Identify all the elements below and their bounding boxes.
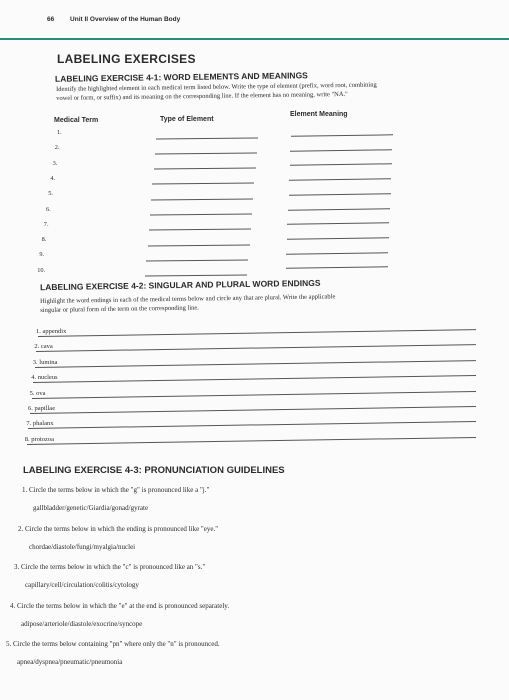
answer-line[interactable] [29,389,476,399]
plural-term [36,328,68,335]
term-choices[interactable]: gallbladder/genetic/Giardia/gonad/gyrate [33,504,149,512]
medical-term: 5. [48,190,53,198]
medical-term: 3. [52,159,58,167]
term-word: papillae [34,405,56,412]
question-text: Circle the terms below in which the "g" is pronounced like a "j." [29,486,210,494]
item-number: 8. [24,435,30,443]
item-number: 1. [36,328,41,335]
question-text: Circle the terms below containing "pn" where only the "n" is pronounced. [13,640,220,648]
term-word: cava [40,343,53,351]
meaning-answer-line[interactable] [286,267,388,269]
instruction-line: singular or plural form of the term on the corresponding line. [40,304,199,314]
plural-term [34,343,54,350]
pronunciation-question [6,640,220,648]
exercise-3-title: LABELING EXERCISE 4-3: PRONUNCIATION GUIDELINES [23,465,285,476]
answer-line[interactable] [24,435,476,445]
item-number: 7. [26,420,32,428]
item-number: 2. [34,343,40,351]
type-answer-line[interactable] [146,259,248,261]
pronunciation-question [18,525,218,533]
meaning-answer-line[interactable] [289,178,391,180]
term-word: protozoa [31,435,55,443]
plural-term [26,420,55,427]
item-number: 1. [22,486,28,494]
term-word: lumina [39,358,58,366]
answer-line[interactable] [30,406,476,414]
item-number: 6. [28,405,33,412]
answer-line[interactable] [28,421,476,429]
item-number: 3. [14,563,20,571]
question-text: Circle the terms below in which the "e" at the end is pronounced separately. [17,601,230,610]
term-word: phalanx [32,420,54,428]
medical-term: 2. [54,144,60,152]
column-header-term: Medical Term [54,117,99,124]
exercise-2-title: LABELING EXERCISE 4-2: SINGULAR AND PLURAL WORD ENDINGS [39,277,321,293]
pronunciation-question [22,486,209,494]
meaning-answer-line[interactable] [289,193,391,195]
exercise-1-title: LABELING EXERCISE 4-1: WORD ELEMENTS AND MEANINGS [54,70,308,84]
plural-term [33,359,60,366]
meaning-answer-line[interactable] [291,134,393,136]
meaning-answer-line[interactable] [287,237,389,239]
term-word: appendix [42,328,67,335]
question-text: Circle the terms below in which the "c" is pronounced like an "s." [21,563,206,571]
plural-term [28,405,57,412]
header-rule [0,38,509,40]
page-number: 66 [47,16,55,23]
item-number: 5. [6,640,12,648]
plural-term [25,436,56,443]
type-answer-line[interactable] [149,229,251,231]
term-choices[interactable]: chordae/diastole/fungi/myalgia/nuclei [29,542,136,551]
page-title: LABELING EXERCISES [57,52,196,66]
meaning-answer-line[interactable] [290,164,392,166]
running-header [47,16,180,23]
type-answer-line[interactable] [151,198,253,200]
meaning-answer-line[interactable] [288,208,390,210]
plural-term [31,374,59,381]
type-answer-line[interactable] [156,137,258,139]
answer-line[interactable] [33,375,476,383]
column-header-meaning: Element Meaning [290,111,348,118]
meaning-answer-line[interactable] [286,252,388,254]
instruction-line: vowel or form, or suffix) and its meaning on the corresponding line. If the element has no meaning, write "NA." [56,90,348,102]
pronunciation-question [10,602,229,610]
column-header-type: Type of Element [160,116,214,123]
term-choices[interactable]: adipose/arteriole/diastole/exocrine/syncope [21,619,143,628]
term-word: ova [36,389,46,397]
type-answer-line[interactable] [145,275,247,277]
instruction-line: Highlight the word endings in each of the medical terms below and circle any that are plural. Write the applicable [40,293,336,305]
pronunciation-question [14,563,205,571]
type-answer-line[interactable] [155,152,257,154]
type-answer-line[interactable] [150,213,252,215]
item-number: 4. [10,601,16,610]
term-choices[interactable]: apnea/dyspnea/pneumatic/pneumonia [17,658,123,666]
item-number: 2. [18,524,24,533]
answer-line[interactable] [32,358,476,368]
question-text: Circle the terms below in which the ending is pronounced like "eye." [25,524,219,533]
medical-term: 7. [43,220,49,228]
medical-term: 6. [46,205,51,213]
medical-term: 4. [50,174,56,182]
plural-term [30,390,48,397]
medical-term: 9. [39,251,45,259]
type-answer-line[interactable] [154,168,256,170]
type-answer-line[interactable] [152,183,254,185]
term-word: nucleus [37,374,58,382]
chapter-title: Unit II Overview of the Human Body [70,16,181,23]
instruction-line: Identify the highlighted element in each medical term listed below. Write the type of element (prefix, word root, combining [56,81,377,93]
item-number: 3. [32,358,38,366]
meaning-answer-line[interactable] [290,149,392,151]
type-answer-line[interactable] [148,244,250,246]
item-number: 5. [29,389,35,397]
term-choices[interactable]: capillary/cell/circulation/colitis/cytology [25,581,139,589]
answer-line[interactable] [38,329,476,337]
medical-term: 10. [37,266,46,274]
answer-line[interactable] [36,344,476,352]
item-number: 4. [31,374,37,382]
exercise-2-instructions [40,290,500,315]
medical-term: 1. [57,129,62,136]
meaning-answer-line[interactable] [287,222,389,224]
medical-term: 8. [41,236,47,244]
